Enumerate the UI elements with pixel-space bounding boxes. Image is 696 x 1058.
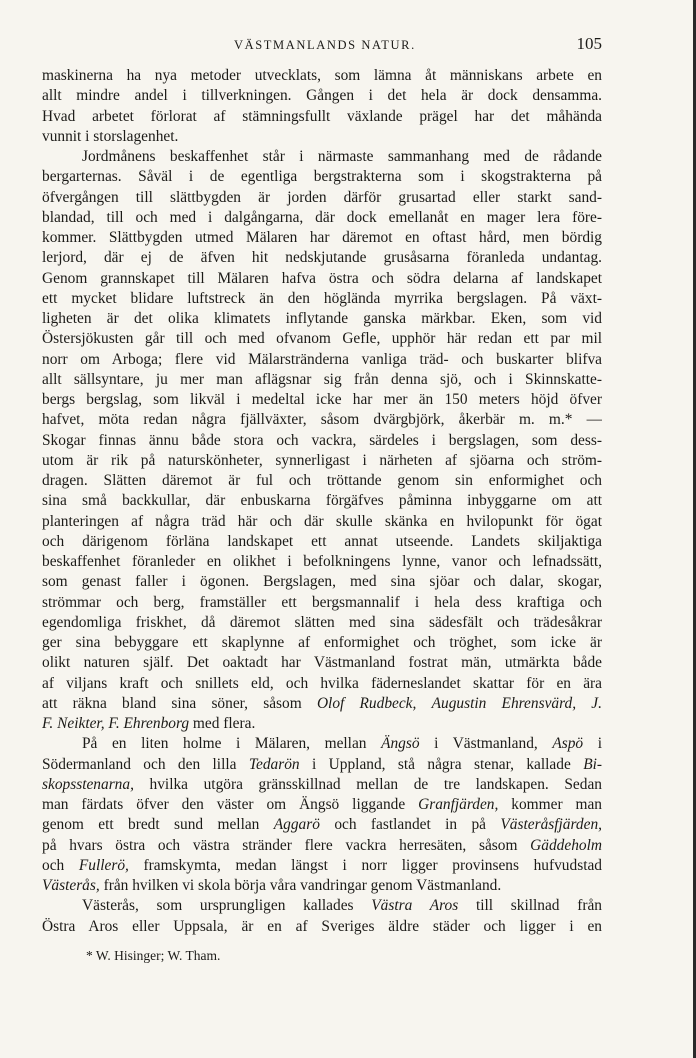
text-line: allt mindre andel i tillverkningen. Gången i det hela är dock densamma.: [42, 87, 602, 105]
text-line: ger sina bebyggare ett skaplynne af enformighet och tröghet, som icke är: [42, 634, 602, 651]
text-line: dragen. Slätten däremot är ful och tröttande genom sin enformighet och: [42, 472, 602, 489]
text-line: hafvet, möta redan några fjällväxter, såsom dvärgbjörk, åkerbär m. m.* —: [42, 411, 602, 429]
text-line: Hvad arbetet förlorat af stämningsfullt växlande prägel har det måhända: [42, 107, 602, 125]
text-line: Västerås, från hvilken vi skola börja våra vandringar genom Västmanland.: [42, 877, 502, 894]
text-line: lerjord, där ej de äfven hit nedskjutande grusåsarna föranleda undantag.: [42, 249, 602, 267]
body-text: [42, 66, 602, 937]
text-line: strömmar och berg, framställer ett bergsmannalif i hela dess kraftiga och: [42, 593, 602, 611]
text-line: och Fullerö, framskymta, medan längst i norr ligger provinsens hufvudstad: [42, 856, 602, 874]
text-line: bergs bergslag, som likväl i medeltal icke har mer än 150 meters höjd öfver: [42, 391, 602, 408]
text-line: ligheten är det olika klimatets inflytande ganska märkbar. Eken, som vid: [42, 310, 602, 327]
paragraph: [42, 66, 602, 147]
text-line: genom ett bredt sund mellan Aggarö och fastlandet in på Västeråsfjärden,: [42, 816, 602, 834]
text-line: Östersjökusten går till och med ofvanom Gefle, upphör här redan ett par mil: [42, 330, 602, 348]
text-line: kommer. Slättbygden utmed Mälaren har däremot en oftast hård, men bördig: [42, 229, 602, 246]
text-line: beskaffenhet föranleder en olikhet i befolkningens lynne, vanor och lefnadssätt,: [42, 553, 602, 570]
text-line: ett mycket blidare luftstreck än den höglända myrrika bergslagen. På växt-: [42, 289, 602, 307]
text-line: F. Neikter, F. Ehrenborg med flera.: [42, 715, 256, 732]
text-line: vunnit i storslagenhet.: [42, 127, 179, 145]
text-line: maskinerna ha nya metoder utvecklats, som lämna åt människans arbete en: [42, 67, 602, 84]
text-line: planteringen af några träd här och där skulle skänka en hvilopunkt för ögat: [42, 512, 602, 530]
text-line: Södermanland och den lilla Tedarön i Uppland, stå några stenar, kallade Bi-: [42, 755, 602, 773]
running-title: VÄSTMANLANDS NATUR.: [234, 38, 416, 52]
paragraph: [42, 147, 602, 734]
text-line: Östra Aros eller Uppsala, är en af Sveriges äldre städer och ligger i en: [42, 917, 602, 935]
text-line: Skogar finnas ännu både stora och vackra, särdeles i bergslagen, som dess-: [42, 431, 602, 449]
paragraph: [42, 896, 602, 937]
text-line: utom är rik på naturskönheter, synnerligast i närheten af sjöarna och ström-: [42, 451, 602, 469]
text-line: norr om Arboga; flere vid Mälarstränderna vanliga träd- och buskarter blifva: [42, 350, 602, 368]
page-number: 105: [576, 34, 602, 53]
page-header: [42, 34, 602, 58]
text-line: man färdats öfver den väster om Ängsö liggande Granfjärden, kommer man: [42, 796, 602, 813]
text-line: Genom grannskapet till Mälaren hafva östra och södra delarna af landskapet: [42, 269, 602, 287]
text-line: sina små backkullar, där enbuskarna förgäfves påminna inbyggarne om att: [42, 492, 602, 510]
text-line: olikt naturen själf. Det oaktadt har Västmanland fostrat män, utmärkta både: [42, 654, 602, 672]
text-line: på hvars östra och västra stränder flere vackra herresäten, såsom Gäddeholm: [42, 836, 602, 854]
text-line: Västerås, som ursprungligen kallades Västra Aros till skillnad från: [82, 897, 602, 915]
text-line: öfvergången till slättbygden är jorden därför grusartad eller starkt sand-: [42, 188, 602, 206]
text-line: På en liten holme i Mälaren, mellan Ängsö i Västmanland, Aspö i: [82, 735, 602, 753]
footnote: * W. Hisinger; W. Tham.: [86, 948, 221, 963]
paragraph: [42, 734, 602, 896]
text-line: som genast faller i ögonen. Bergslagen, med sina sjöar och dalar, skogar,: [42, 573, 602, 591]
text-line: bergarternas. Såväl i de egentliga bergstrakterna som i skogstrakterna på: [42, 168, 602, 186]
text-line: blandad, till och med i dalgångarna, där dock emellanåt en mager lera före-: [42, 208, 602, 226]
text-line: att räkna bland sina söner, såsom Olof Rudbeck, Augustin Ehrensvärd, J.: [42, 694, 602, 712]
text-line: egendomliga friskhet, då däremot slätten med sina sädesfält och trädesåkrar: [42, 613, 602, 631]
text-line: allt sällsyntare, ju mer man aflägsnar sig från denna sjö, och i Skinnskatte-: [42, 370, 602, 388]
text-line: af viljans kraft och snillets eld, och hvilka fäderneslandet skattar för en ära: [42, 674, 602, 692]
text-line: skopsstenarna, hvilka utgöra gränsskillnad mellan de tre landskapen. Sedan: [42, 775, 602, 793]
text-line: Jordmånens beskaffenhet står i närmaste sammanhang med de rådande: [82, 148, 602, 165]
text-line: och därigenom förläna landskapet ett annat utseende. Landets skiljaktiga: [42, 532, 602, 550]
